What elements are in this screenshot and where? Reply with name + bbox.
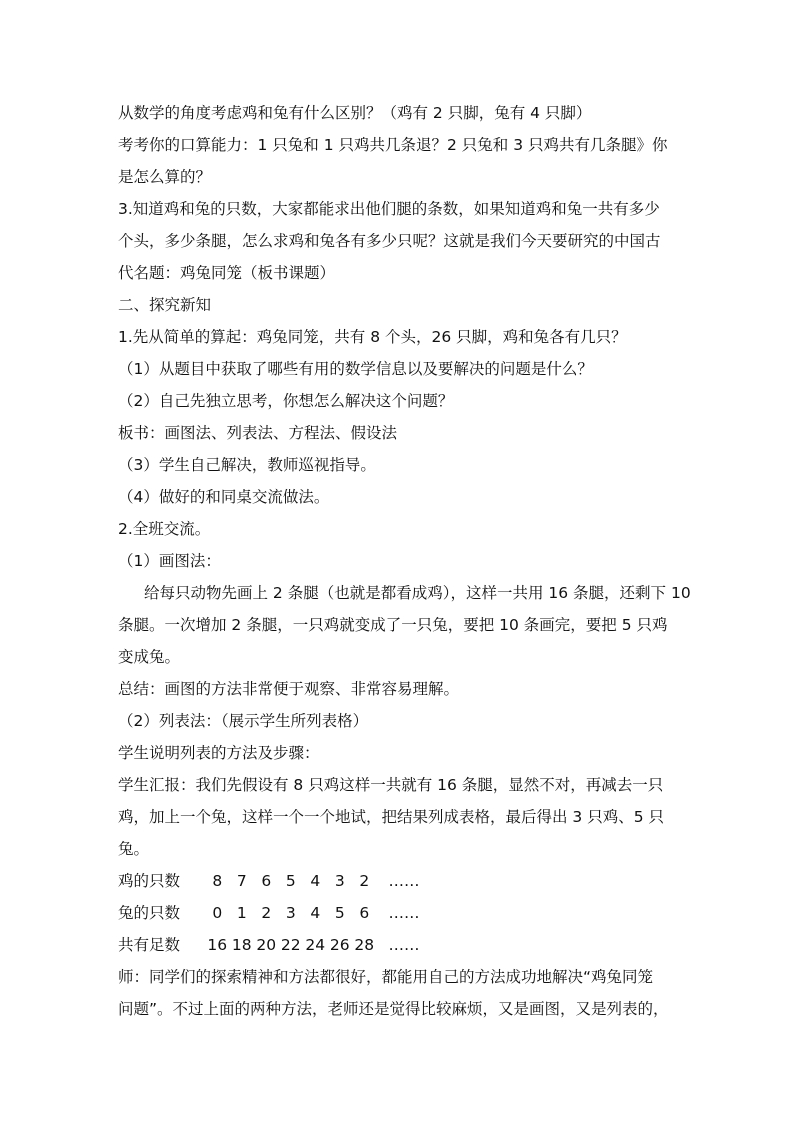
table-cell: 28 <box>354 936 375 954</box>
paragraph-line: （1）画图法： <box>118 552 221 570</box>
table-cell: 4 <box>310 904 321 922</box>
table-cell: 22 <box>280 936 301 954</box>
trial-table <box>118 865 678 961</box>
paragraph-line: 给每只动物先画上 2 条腿（也就是都看成鸡），这样一共用 16 条腿，还剩下 10 <box>144 584 691 602</box>
paragraph-line: （4）做好的和同桌交流做法。 <box>118 488 330 506</box>
table-cell: 5 <box>285 872 296 890</box>
table-row <box>118 897 678 929</box>
paragraph-line: 1.先从简单的算起：鸡兔同笼，共有 8 个头，26 只脚，鸡和兔各有几只？ <box>118 328 627 346</box>
paragraph-line: 学生汇报：我们先假设有 8 只鸡这样一共就有 16 条腿，显然不对，再减去一只 <box>118 776 664 794</box>
table-cell: 26 <box>329 936 350 954</box>
paragraph-line: 学生说明列表的方法及步骤： <box>118 744 320 762</box>
paragraph-line: （1）从题目中获取了哪些有用的数学信息以及要解决的问题是什么？ <box>118 360 593 378</box>
table-row-label: 鸡的只数 <box>118 872 181 890</box>
paragraph-line: 条腿。一次增加 2 条腿，一只鸡就变成了一只兔，要把 10 条画完，要把 5 只鸡 <box>118 616 668 634</box>
table-cell: 6 <box>359 904 370 922</box>
paragraph-line: （2）自己先独立思考，你想怎么解决这个问题？ <box>118 392 454 410</box>
table-cell: 3 <box>285 904 296 922</box>
table-cell: 0 <box>212 904 223 922</box>
table-cell: 1 <box>236 904 247 922</box>
table-cell: 2 <box>261 904 272 922</box>
table-cell: 24 <box>305 936 326 954</box>
table-cell: 18 <box>231 936 252 954</box>
paragraph-line: （2）列表法：（展示学生所列表格） <box>118 712 369 730</box>
paragraph-line: 问题”。不过上面的两种方法，老师还是觉得比较麻烦，又是画图，又是列表的， <box>118 1000 669 1018</box>
table-cell: 7 <box>236 872 247 890</box>
table-cell: 6 <box>261 872 272 890</box>
table-ellipsis: …… <box>388 904 420 922</box>
paragraph-line: 从数学的角度考虑鸡和兔有什么区别？（鸡有 2 只脚，兔有 4 只脚） <box>118 104 592 122</box>
paragraph-line: 3.知道鸡和兔的只数，大家都能求出他们腿的条数，如果知道鸡和兔一共有多少 <box>118 200 660 218</box>
paragraph-line: 代名题：鸡兔同笼（板书课题） <box>118 264 336 282</box>
paragraph-line: 总结：画图的方法非常便于观察、非常容易理解。 <box>118 680 460 698</box>
paragraph-line: 2.全班交流。 <box>118 520 211 538</box>
paragraph-line: 变成兔。 <box>118 648 181 666</box>
table-row <box>118 929 678 961</box>
section-heading: 二、探究新知 <box>118 296 212 314</box>
table-cell: 20 <box>256 936 277 954</box>
table-cell: 4 <box>310 872 321 890</box>
table-cell: 3 <box>334 872 345 890</box>
paragraph-line: 鸡，加上一个兔，这样一个一个地试，把结果列成表格，最后得出 3 只鸡、5 只 <box>118 808 665 826</box>
document-body <box>118 97 691 1025</box>
table-ellipsis: …… <box>388 872 420 890</box>
paragraph-line: （3）学生自己解决，教师巡视指导。 <box>118 456 376 474</box>
paragraph-line: 师：同学们的探索精神和方法都很好，都能用自己的方法成功地解决“鸡兔同笼 <box>118 968 654 986</box>
table-row-label: 共有足数 <box>118 936 181 954</box>
table-row-label: 兔的只数 <box>118 904 181 922</box>
table-ellipsis: …… <box>388 936 420 954</box>
paragraph-line: 个头，多少条腿，怎么求鸡和兔各有多少只呢？这就是我们今天要研究的中国古 <box>118 232 661 250</box>
table-cell: 16 <box>207 936 228 954</box>
paragraph-line: 是怎么算的？ <box>118 168 212 186</box>
paragraph-line: 兔。 <box>118 840 150 858</box>
table-cell: 5 <box>334 904 345 922</box>
table-row <box>118 865 678 897</box>
table-cell: 2 <box>359 872 370 890</box>
paragraph-line: 考考你的口算能力：1 只兔和 1 只鸡共几条退？2 只兔和 3 只鸡共有几条腿》你 <box>118 136 668 154</box>
paragraph-line: 板书：画图法、列表法、方程法、假设法 <box>118 424 398 442</box>
table-cell: 8 <box>212 872 223 890</box>
